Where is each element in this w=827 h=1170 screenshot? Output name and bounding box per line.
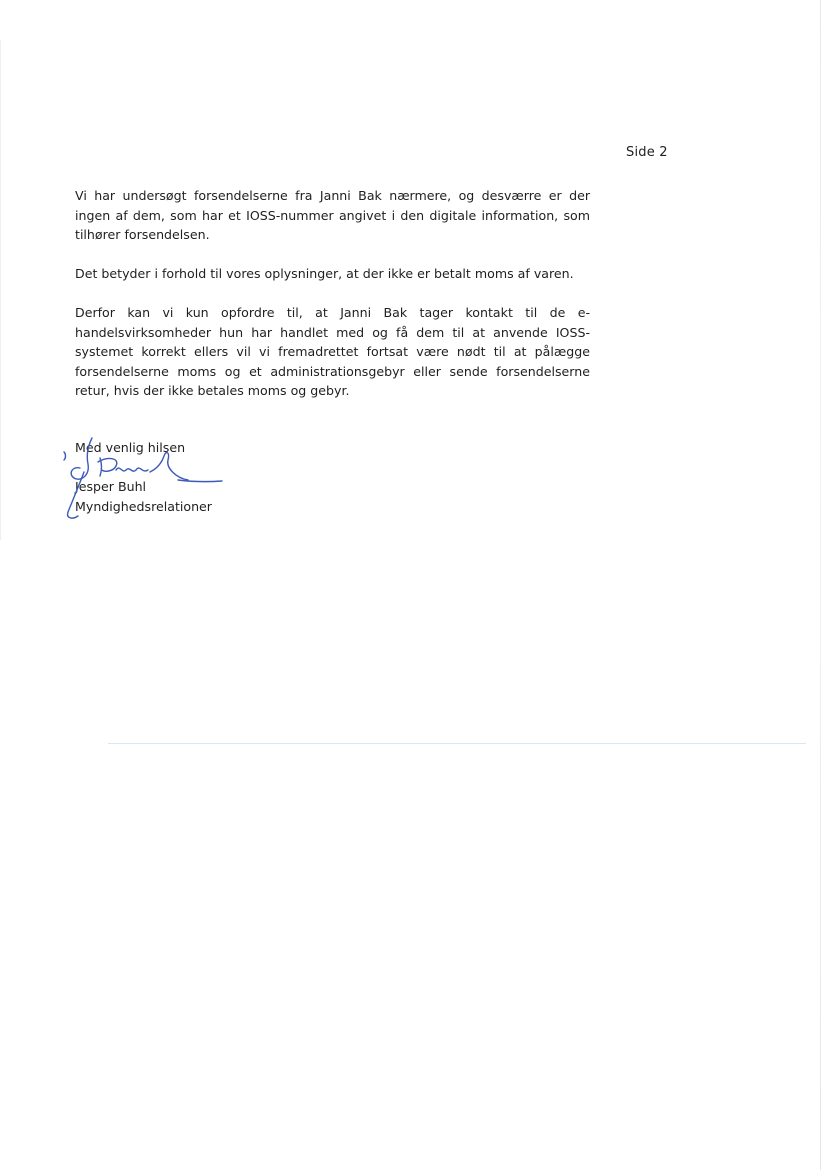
letter-body bbox=[75, 186, 590, 420]
letter-closing bbox=[75, 438, 212, 516]
scan-edge-left bbox=[0, 40, 1, 540]
paragraph-2: Det betyder i forhold til vores oplysninger, at der ikke er betalt moms af varen. bbox=[75, 266, 574, 281]
paragraph-3: Derfor kan vi kun opfordre til, at Janni Bak tager kontakt til de e-handelsvirksomheder hun har handlet med og få dem til at anvende IOSS-systemet korrekt ellers vil vi fremadrettet fortsat være nødt til at pålægge forsendelserne moms og et administrationsgebyr eller sende forsendelserne retur, hvis der ikke betales moms og gebyr. bbox=[75, 305, 590, 398]
closing-greeting: Med venlig hilsen bbox=[75, 440, 186, 455]
sender-department: Myndighedsrelationer bbox=[75, 498, 212, 514]
scan-edge-right bbox=[820, 0, 821, 1170]
sender-name: Jesper Buhl bbox=[75, 479, 147, 494]
paragraph-1: Vi har undersøgt forsendelserne fra Janni Bak nærmere, og desværre er der ingen af dem, som har et IOSS-nummer angivet i den digitale information, som tilhører forsendelsen. bbox=[75, 188, 590, 242]
page-number: Side 2 bbox=[626, 145, 668, 160]
scan-artifact-line bbox=[108, 743, 806, 744]
signature-space bbox=[75, 458, 212, 478]
